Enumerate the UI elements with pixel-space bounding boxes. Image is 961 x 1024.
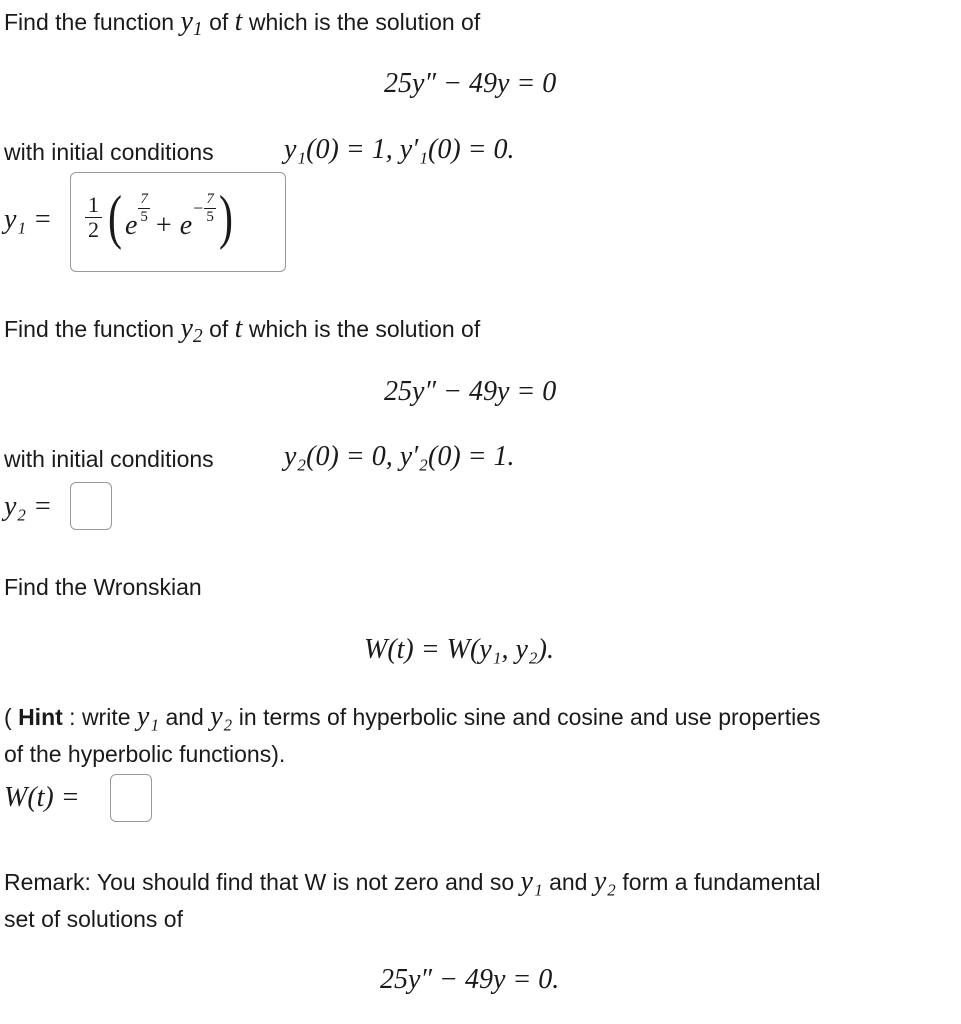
right-paren: ) [218, 184, 233, 250]
y1-symbol [180, 6, 203, 40]
wronskian-equation: W(t) = W(y₁, y₂). [364, 634, 554, 665]
y2-symbol: y₂ [593, 866, 617, 897]
wronskian-prompt: Find the Wronskian [4, 574, 202, 600]
exponent-denominator: 5 [140, 209, 148, 225]
part1-ic-label: with initial conditions [4, 139, 214, 165]
var: y [180, 313, 193, 344]
y2-answer-label: y₂ = [4, 491, 53, 522]
t-symbol: t [234, 313, 243, 344]
prompt-text: of [202, 9, 235, 35]
exponent-fraction [204, 192, 216, 225]
hint-text: and [159, 704, 211, 730]
minus-sign: − [193, 198, 204, 218]
exp-base: e [124, 210, 138, 241]
remark-line-2: set of solutions of [4, 906, 183, 932]
subscript: 2 [192, 325, 203, 347]
exponent-numerator: 7 [140, 191, 148, 207]
wronskian-answer-box[interactable] [110, 774, 152, 822]
hint-bold: Hint [18, 704, 63, 730]
coefficient-fraction [85, 191, 102, 242]
wronskian-answer-label: W(t) = [4, 782, 80, 813]
plus-sign: + [155, 210, 172, 241]
exponent-numerator: 7 [206, 191, 214, 207]
fraction-numerator: 1 [85, 194, 102, 218]
exponent-fraction [138, 192, 150, 225]
part2-prompt [4, 311, 480, 347]
part2-ic: y₂(0) = 0, y′₂(0) = 1. [284, 441, 515, 472]
part1-prompt [4, 4, 480, 40]
y2-answer-box[interactable] [70, 482, 112, 530]
y1-answer-label: y₁ = [4, 204, 53, 235]
part1-equation: 25y″ − 49y = 0 [384, 68, 557, 99]
hint-line-2: of the hyperbolic functions). [4, 741, 286, 767]
fraction-denominator: 2 [88, 216, 99, 242]
left-paren: ( [107, 184, 122, 250]
exp-term-2 [180, 192, 216, 242]
prompt-text: Find the function [4, 316, 181, 342]
exp-base: e [179, 210, 193, 241]
part2-ic-label: with initial conditions [4, 446, 214, 472]
y2-symbol [180, 313, 203, 347]
remark-text: form a fundamental [616, 869, 821, 895]
y1-symbol: y₁ [136, 701, 160, 732]
y1-symbol: y₁ [520, 866, 543, 897]
hint-text: : write [62, 704, 137, 730]
prompt-text: which is the solution of [242, 316, 481, 342]
var: y [180, 6, 193, 37]
prompt-text: Find the function [4, 9, 181, 35]
exponent [138, 192, 150, 225]
exponent [193, 192, 216, 225]
prompt-text: which is the solution of [242, 9, 481, 35]
t-symbol: t [234, 6, 243, 37]
remark-equation: 25y″ − 49y = 0. [380, 964, 560, 995]
hint-line-1 [4, 699, 821, 735]
remark-text: Remark: You should find that W is not zero and so [4, 869, 521, 895]
remark-line-1 [4, 864, 821, 900]
y1-answer-expression [85, 184, 236, 250]
hint-text: in terms of hyperbolic sine and cosine and use properties [232, 704, 821, 730]
part1-ic: y₁(0) = 1, y′₁(0) = 0. [284, 134, 515, 165]
exp-term-1 [125, 192, 150, 242]
hint-text: ( [4, 704, 19, 730]
part2-equation: 25y″ − 49y = 0 [384, 376, 557, 407]
subscript: 1 [192, 18, 203, 40]
remark-text: and [542, 869, 594, 895]
y2-symbol: y₂ [210, 701, 233, 732]
prompt-text: of [202, 316, 235, 342]
exponent-denominator: 5 [206, 209, 214, 225]
y1-answer-box[interactable] [70, 172, 286, 272]
